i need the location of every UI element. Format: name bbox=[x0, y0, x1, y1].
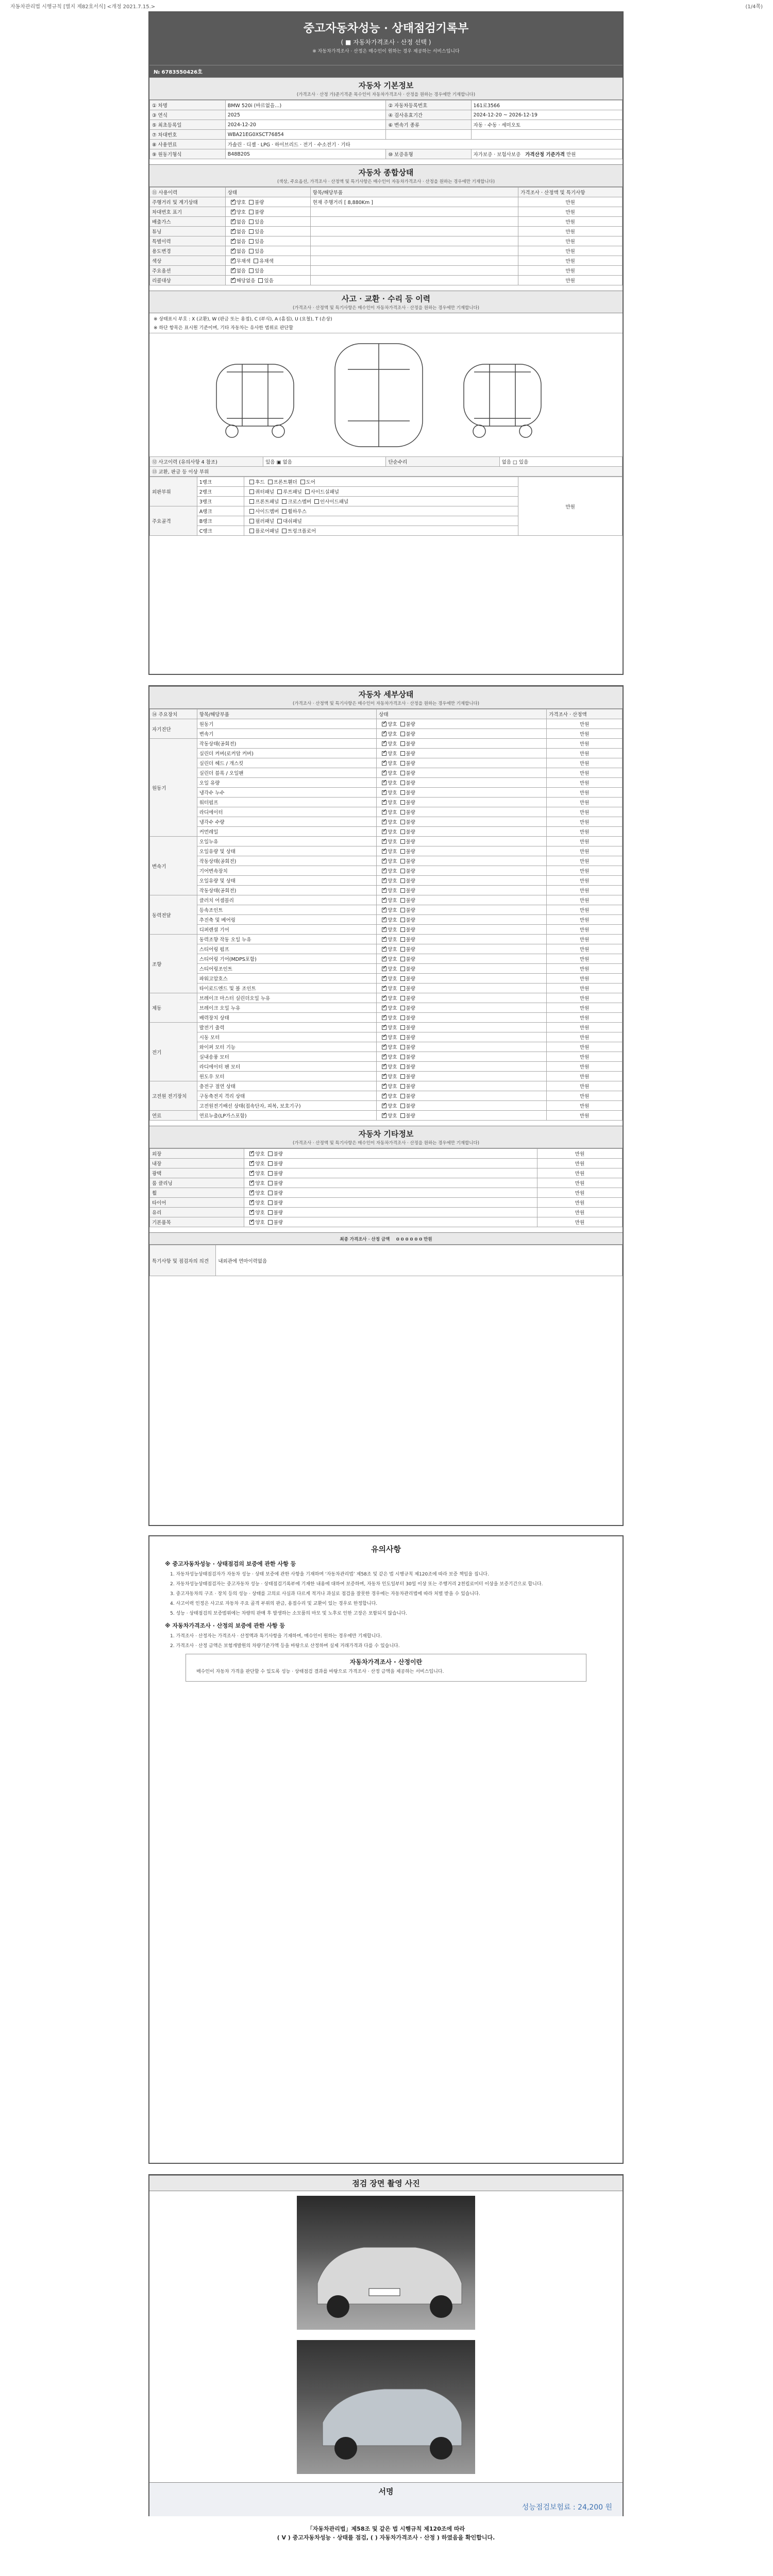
form-reference: 자동차관리법 시행규칙 [별지 제82호서식] <개정 2021.7.15.> bbox=[10, 4, 156, 10]
detail-row: 실내송풍 모터 ✓ 양호 불량 만원 bbox=[150, 1052, 623, 1062]
detail-row: 동력전달 클러치 어셈블리 ✓ 양호 불량 만원 bbox=[150, 895, 623, 905]
accident-legend-2: ※ 하단 항목은 표시원 기준이며, 기타 자동차는 유사한 범위로 판단할 bbox=[154, 326, 293, 331]
other-table bbox=[149, 1148, 623, 1227]
notes-title: 유의사항 bbox=[371, 1545, 401, 1554]
detail-row: 스티어링 기어(MDPS포함) ✓ 양호 불량 만원 bbox=[150, 954, 623, 964]
basic-info-table: ① 차명 BMW 520i (바르없을…) ② 자동차등록번호 161로3566 ③ 연식 2025 ④ 검사유효기간 2024-12-20 ~ 2026-12-19 ⑤ 최초등록일 2024-12-20 ⑥ 변속기 종류 자동 · 수동 · 세미오토 ⑦ 차대번호 WBA21EG0XSCT76854 ⑧ 사용연료 가솔린 · 디젤 · LPG · 하이브리드 · 전기 · 수소전기 · 기타 ⑨ 원동기형식 B48B20S ⑩ 보증유형 자가보증 · 보험사보증 가격산정 기준가격 만원 bbox=[149, 100, 623, 159]
notes-section-2: ※ 자동차가격조사 · 산정의 보증에 관한 사항 등 bbox=[165, 1622, 285, 1629]
insurance-fee: 성능점검보험료 : 24,200 원 bbox=[522, 2503, 612, 2512]
detail-row: 고전원전기배선 상태(접속단자, 피복, 보호기구) ✓ 양호 불량 만원 bbox=[150, 1101, 623, 1111]
detail-row: 조향 동력조향 작동 오일 누유 ✓ 양호 불량 만원 bbox=[150, 935, 623, 944]
page-3-notes: 유의사항 ※ 중고자동차성능 · 상태점검의 보증에 관한 사항 등 1. 자동차성능상태점검자가 자동차 성능 · 상태 보증에 관한 사항을 기재하며 ‘자동차관리법’ 제58조 및 같은 법 시행규칙 제120조에 따라 보증 책임을 집니다. 2. 자동차성능상태점검자는 중고자동차 성능 · 상태점검기록부에 기재한 내용에 대하여 보증하며, 자동차 인도일부터 30일 이상 또는 주행거리 2천킬로미터 이상을 보증기간으로 합니다. 3. 중고자동차의 구조 · 장치 등의 성능 · 상태를 고의로 사실과 다르게 적거나 과실로 점검을 잘못한 경우에는 자동차관리법에 따라 처벌 받을 수 있습니다. 4. 사고이력 인정은 사고로 자동차 주요 골격 부위의 판금, 용접수리 및 교환이 있는 경우로 한정합니다. 5. 성능 · 상태점검의 보증범위에는 차량의 판매 후 발생하는 소모품의 마모 및 노후로 인한 고장은 포함되지 않습니다. ※ 자동차가격조사 · 산정의 보증에 관한 사항 등 1. 가격조사 · 산정자는 가격조사 · 산정액과 특기사항을 기재하며, 매수인이 원하는 경우에만 기재합니다. 2. 가격조사 · 산정 금액은 보험개발원의 차량기준가액 등을 바탕으로 산정하며 실제 거래가격과 다를 수 있습니다. 자동차가격조사 · 산정이란 매수인이 자동차 가격을 판단할 수 있도록 성능 · 상태점검 결과를 바탕으로 가격조사 · 산정 금액을 제공하는 서비스입니다. bbox=[148, 1535, 624, 2164]
other-row: 내장 ✓ 양호 불량 만원 bbox=[150, 1159, 623, 1168]
price-service-box: 자동차가격조사 · 산정이란 매수인이 자동차 가격을 판단할 수 있도록 성능 · 상태점검 결과를 바탕으로 가격조사 · 산정 금액을 제공하는 서비스입니다. bbox=[186, 1654, 586, 1682]
page-4-photos bbox=[148, 2174, 624, 2516]
photos-header: 점검 장면 촬영 사진 bbox=[149, 2175, 623, 2191]
detail-row: 타이로드엔드 및 볼 조인트 ✓ 양호 불량 만원 bbox=[150, 984, 623, 993]
detail-row: 변속기 ✓ 양호 불량 만원 bbox=[150, 729, 623, 739]
footer-statement: 「자동차관리법」제58조 및 같은 법 시행규칙 제120조에 따라 ( V ) 중고자동차성능 · 상태를 점검, ( ) 자동차가격조사 · 산정 ) 하였음을 확인합니다. bbox=[277, 2526, 495, 2541]
other-row: 휠 ✓ 양호 불량 만원 bbox=[150, 1188, 623, 1198]
detail-row: 오일유량 및 상태 ✓ 양호 불량 만원 bbox=[150, 876, 623, 886]
detail-row: 오일 유량 ✓ 양호 불량 만원 bbox=[150, 778, 623, 788]
final-table: 특기사항 및 점검자의 의견 내외관에 연마이력없음 bbox=[149, 1245, 623, 1276]
detail-row: 스티어링조인트 ✓ 양호 불량 만원 bbox=[150, 964, 623, 974]
inspection-photo-rear bbox=[297, 2340, 475, 2474]
other-row: 룸 클리닝 ✓ 양호 불량 만원 bbox=[150, 1178, 623, 1188]
other-row: 기본품목 ✓ 양호 불량 만원 bbox=[150, 1217, 623, 1227]
notes-section-1: ※ 중고자동차성능 · 상태점검의 보증에 관한 사항 등 bbox=[165, 1561, 296, 1567]
detail-row: 작동상태(공회전) ✓ 양호 불량 만원 bbox=[150, 856, 623, 866]
accident-table: ⑫ 사고이력 (유의사항 4 참조) 있음 ▣ 없음 단순수리 없음 □ 있음 ⑬ 교환, 판금 등 이상 부위 bbox=[149, 456, 623, 477]
inspection-photo-front bbox=[297, 2196, 475, 2330]
signature-area: 서명 성능점검보험료 : 24,200 원 bbox=[149, 2482, 623, 2516]
detail-row: 와이퍼 모터 기능 ✓ 양호 불량 만원 bbox=[150, 1042, 623, 1052]
document-subtitle: ( ■ 자동차가격조사 · 산정 선택 ) bbox=[341, 39, 431, 46]
detail-row: 오일유량 및 상태 ✓ 양호 불량 만원 bbox=[150, 846, 623, 856]
detail-row: 고전원 전기장치 충전구 절연 상태 ✓ 양호 불량 만원 bbox=[150, 1081, 623, 1091]
rank-table: 외판부위 1랭크 후드 프론트휀더 도어 만원 2랭크 쿼터패널 루프패널 사이드실패널 3랭크 프론트패널 크로스멤버 인사이드패널 주요골격 A랭크 사이드멤버 휠하우스 B랭크 필러패널 대쉬패널 C랭크 플로어패널 트렁크플로어 bbox=[149, 477, 623, 536]
detail-row: 추진축 및 베어링 ✓ 양호 불량 만원 bbox=[150, 915, 623, 925]
detail-row: 원동기 작동상태(공회전) ✓ 양호 불량 만원 bbox=[150, 739, 623, 749]
detail-row: 윈도우 모터 ✓ 양호 불량 만원 bbox=[150, 1072, 623, 1081]
detail-row: 제동 브레이크 마스터 실린더오일 누유 ✓ 양호 불량 만원 bbox=[150, 993, 623, 1003]
document-header bbox=[149, 12, 623, 65]
summary-table: ⑪ 사용이력 상태 항목/해당부품 가격조사 · 산정액 및 특기사항 주행거리 및 계기상태 ✓ 양호 불량 현재 주행거리 [ 8,880Km ] 만원 차대번호 표기 ✓ 양호 불량 만원 배출가스 ✓ 없음 있음 만원 튜닝 ✓ 없음 있음 만원 특별이력 ✓ 없음 있음 만원 용도변경 ✓ 없음 있음 만원 색상 ✓ 무채색 유채색 만원 주요옵션 ✓ 없음 있음 만원 리콜대상 ✓ 해당없음 있음 만원 bbox=[149, 187, 623, 285]
detail-row: 전기 발전기 출력 ✓ 양호 불량 만원 bbox=[150, 1023, 623, 1032]
summary-header: 자동차 종합상태 (색상, 주요옵션, 가격조사 · 산정액 및 특기사항은 매수인이 자동차가격조사 · 산정을 원하는 경우에만 기재합니다) bbox=[149, 164, 623, 187]
mileage-value: 현재 주행거리 [ 8,880Km ] bbox=[310, 197, 518, 207]
accident-legend: ※ 상태표시 부호 : X (교환), W (판금 또는 용접), C (부식), A (흠집), U (요철), T (손상) bbox=[154, 317, 332, 322]
detail-row: 배력장치 상태 ✓ 양호 불량 만원 bbox=[150, 1013, 623, 1023]
detail-row: 실린더 헤드 / 개스킷 ✓ 양호 불량 만원 bbox=[150, 758, 623, 768]
detail-row: 자기진단 원동기 ✓ 양호 불량 만원 bbox=[150, 719, 623, 729]
detail-row: 연료 연료누출(LP가스포함) ✓ 양호 불량 만원 bbox=[150, 1111, 623, 1121]
detail-row: 브레이크 오일 누유 ✓ 양호 불량 만원 bbox=[150, 1003, 623, 1013]
detail-table: ⑭ 주요장치 항목/해당부품 상태 가격조사 · 산정액 자기진단 원동기 ✓ 양호 불량 만원 변속기 ✓ 양호 불량 만원 원동기 작동상태(공회전) ✓ 양호 불량 만원 실린더 커버(로커암 커버) ✓ 양호 불량 만원 실린더 헤드 / 개스킷 ✓ 양호 불량 만원 실린더 블록 / 오일팬 ✓ 양호 불량 만원 오일 유량 ✓ 양호 불량 만원 냉각수 누수 ✓ 양호 불량 만원 워터펌프 ✓ 양호 불량 만원 라디에이터 ✓ 양호 불량 만원 냉각수 수량 ✓ 양호 불량 만원 커먼레일 ✓ 양호 불량 만원 변속기 오일누유 ✓ 양호 불량 만원 오일유량 및 상태 ✓ 양호 불량 만원 작동상태(공회전) ✓ 양호 불량 만원 기어변속장치 ✓ 양호 불량 만원 오일유량 및 상태 ✓ 양호 불량 만원 작동상태(공회전) ✓ 양호 불량 만원 동력전달 클러치 어셈블리 ✓ 양호 불량 만원 등속조인트 ✓ 양호 불량 만원 추진축 및 베어링 ✓ 양호 불량 만원 디퍼렌셜 기어 ✓ 양호 불량 만원 조향 동력조향 작동 오일 누유 ✓ 양호 불량 만원 스티어링 펌프 ✓ 양호 불량 만원 스티어링 기어(MDPS포함) ✓ 양호 불량 만원 스티어링조인트 ✓ 양호 불량 만원 파워고압호스 ✓ 양호 불량 만원 타이로드엔드 및 볼 조인트 ✓ 양호 불량 만원 제동 브레이크 마스터 실린더오일 누유 ✓ 양호 불량 만원 브레이크 오일 누유 ✓ 양호 불량 만원 배력장치 상태 ✓ 양호 불량 만원 전기 발전기 출력 ✓ 양호 불량 만원 시동 모터 ✓ 양호 불량 만원 와이퍼 모터 기능 ✓ 양호 불량 만원 실내송풍 모터 ✓ 양호 불량 만원 라디에이터 팬 모터 ✓ 양호 불량 만원 윈도우 모터 ✓ 양호 불량 만원 고전원 전기장치 충전구 절연 상태 ✓ 양호 불량 만원 구동축전지 격리 상태 ✓ 양호 불량 만원 고전원전기배선 상태(접속단자, 피복, 보호기구) ✓ 양호 불량 만원 연료 연료누출(LP가스포함) ✓ 양호 불량 만원 bbox=[149, 709, 623, 1121]
page-1 bbox=[148, 11, 624, 675]
detail-row: 냉각수 수량 ✓ 양호 불량 만원 bbox=[150, 817, 623, 827]
inspector-opinion: 내외관에 연마이력없음 bbox=[216, 1245, 623, 1276]
detail-row: 커먼레일 ✓ 양호 불량 만원 bbox=[150, 827, 623, 837]
page-2 bbox=[148, 685, 624, 1526]
detail-row: 구동축전지 격리 상태 ✓ 양호 불량 만원 bbox=[150, 1091, 623, 1101]
car-outline-icon bbox=[149, 333, 623, 457]
detail-row: 파워고압호스 ✓ 양호 불량 만원 bbox=[150, 974, 623, 984]
other-row: 타이어 ✓ 양호 불량 만원 bbox=[150, 1198, 623, 1208]
detail-row: 시동 모터 ✓ 양호 불량 만원 bbox=[150, 1032, 623, 1042]
basic-info-header: 자동차 기본정보 (가격조사 · 산정 가)준기격준 목수인이 자동차가격조사 · 산정을 원하는 경우에만 기재합니다) bbox=[149, 77, 623, 100]
detail-row: 스티어링 펌프 ✓ 양호 불량 만원 bbox=[150, 944, 623, 954]
detail-row: 실린더 블록 / 오일팬 ✓ 양호 불량 만원 bbox=[150, 768, 623, 778]
document-number: № 6783550426호 bbox=[149, 65, 623, 77]
detail-row: 작동상태(공회전) ✓ 양호 불량 만원 bbox=[150, 886, 623, 895]
detail-row: 냉각수 누수 ✓ 양호 불량 만원 bbox=[150, 788, 623, 798]
detail-row: 기어변속장치 ✓ 양호 불량 만원 bbox=[150, 866, 623, 876]
other-row: 광택 ✓ 양호 불량 만원 bbox=[150, 1168, 623, 1178]
detail-row: 변속기 오일누유 ✓ 양호 불량 만원 bbox=[150, 837, 623, 846]
detail-row: 라디에이터 팬 모터 ✓ 양호 불량 만원 bbox=[150, 1062, 623, 1072]
document-note: ※ 자동차가격조사 · 산정은 매수인이 원하는 경우 제공하는 서비스입니다 bbox=[312, 49, 460, 54]
page-indicator: (1/4쪽) bbox=[745, 4, 763, 10]
detail-row: 워터펌프 ✓ 양호 불량 만원 bbox=[150, 798, 623, 807]
detail-row: 디퍼렌셜 기어 ✓ 양호 불량 만원 bbox=[150, 925, 623, 935]
detail-row: 실린더 커버(로커암 커버) ✓ 양호 불량 만원 bbox=[150, 749, 623, 758]
final-header: 최종 가격조사 · 산정 금액 0 0 0 0 0 0 만원 bbox=[149, 1232, 623, 1245]
detail-row: 등속조인트 ✓ 양호 불량 만원 bbox=[150, 905, 623, 915]
other-header: 자동차 기타정보 (가격조사 · 산정액 및 특기사항은 매수인이 자동차가격조사 · 산정을 원하는 경우에만 기재합니다) bbox=[149, 1126, 623, 1148]
other-row: 외장 ✓ 양호 불량 만원 bbox=[150, 1149, 623, 1159]
document-title: 중고자동차성능 · 상태점검기록부 bbox=[303, 22, 469, 35]
detail-row: 라디에이터 ✓ 양호 불량 만원 bbox=[150, 807, 623, 817]
car-diagram bbox=[149, 333, 623, 456]
accident-header: 사고 · 교환 · 수리 등 이력 (가격조사 · 산정액 및 특기사항은 매수인이 자동차가격조사 · 산정을 원하는 경우에만 기재합니다) bbox=[149, 291, 623, 313]
other-row: 유리 ✓ 양호 불량 만원 bbox=[150, 1208, 623, 1217]
detail-header: 자동차 세부상태 (가격조사 · 산정액 및 특기사항은 매수인이 자동차가격조사 · 산정을 원하는 경우에만 기재합니다) bbox=[149, 686, 623, 709]
